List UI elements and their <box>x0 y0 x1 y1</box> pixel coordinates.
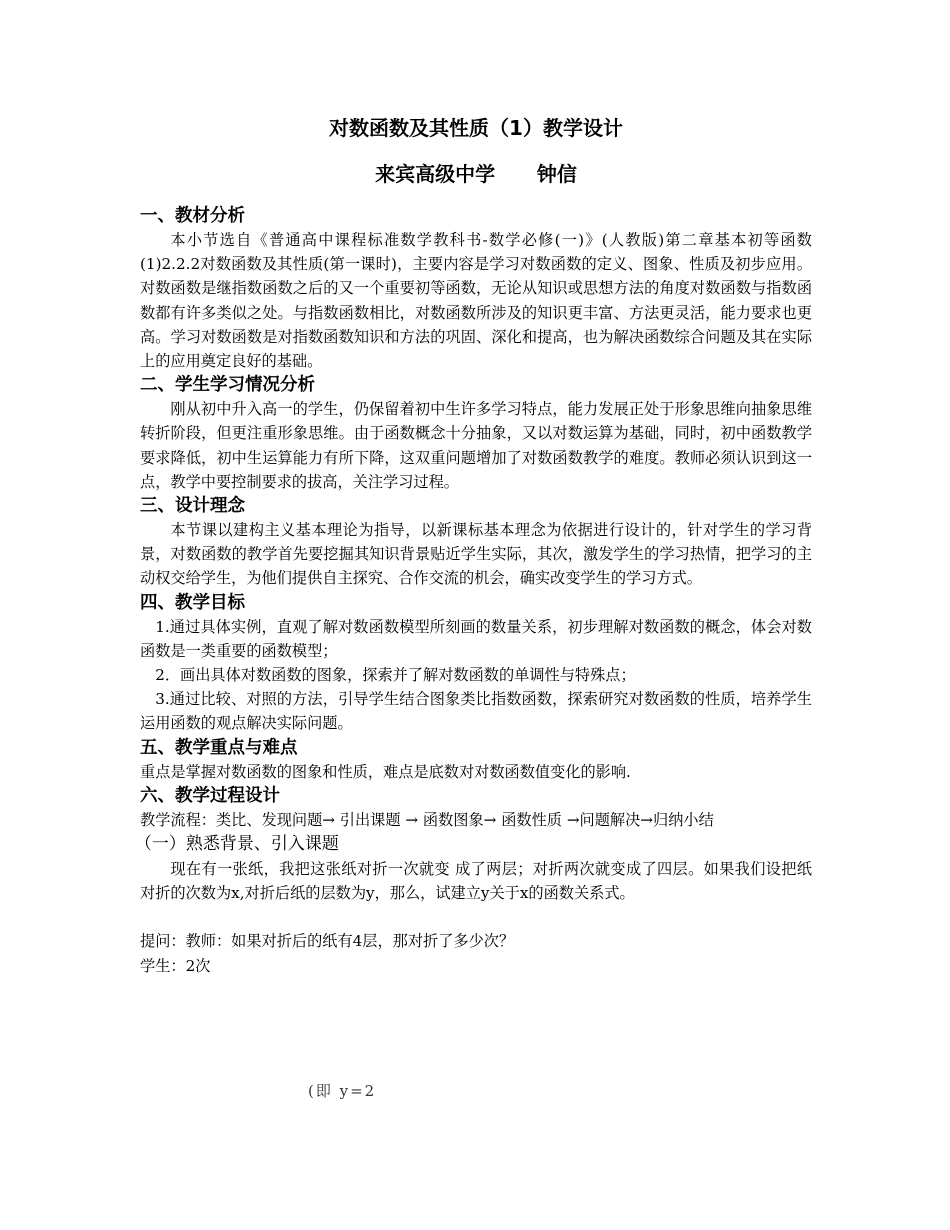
author-line: 来宾高级中学 钟信 <box>375 162 577 186</box>
subsection-heading: （一）熟悉背景、引入课题 <box>134 834 339 855</box>
paragraph: 本小节选自《普通高中课程标准数学教科书-数学必修(一)》(人教版)第二章基本初等函数(1)2.2.2对数函数及其性质(第一课时)，主要内容是学习对数函数的定义、图象、性质及初步应用。对数函数是继指数函数之后的又一个重要初等函数，无论从知识或思想方法的角度对数函数与指数函数都有许多类似之处。与指数函数相比，对数函数所涉及的知识更丰富、方法更灵活，能力要求也更高。学习对数函数是对指数函数知识和方法的巩固、深化和提高，也为解决函数综合问题及其在实际上的应用奠定良好的基础。 <box>140 231 812 371</box>
question-line: 提问：教师：如果对折后的纸有4层，那对折了多少次？ <box>140 932 515 951</box>
section-heading: 四、教学目标 <box>140 592 245 613</box>
document-title: 对数函数及其性质（1）教学设计 <box>329 116 623 140</box>
section-heading: 二、学生学习情况分析 <box>140 375 315 396</box>
section-heading: 六、教学过程设计 <box>140 785 280 806</box>
paragraph: 重点是掌握对数函数的图象和性质，难点是底数对对数函数值变化的影响. <box>140 762 631 781</box>
goal-item: 1.通过具体实例，直观了解对数函数模型所刻画的数量关系，初步理解对数函数的概念，体会对数函数是一类重要的函数模型； <box>140 617 812 660</box>
paragraph: 刚从初中升入高一的学生，仍保留着初中生许多学习特点，能力发展正处于形象思维向抽象思维转折阶段，但更注重形象思维。由于函数概念十分抽象，又以对数运算为基础，同时，初中函数教学要求降低，初中生运算能力有所下降，这双重问题增加了对数函数教学的难度。教师必须认识到这一点，教学中要控制要求的拔高，关注学习过程。 <box>140 400 812 491</box>
teaching-flow: 教学流程：类比、发现问题→ 引出课题 → 函数图象→ 函数性质 →问题解决→归纳小结 <box>140 810 714 829</box>
paragraph: 现在有一张纸，我把这张纸对折一次就变 成了两层；对折两次就变成了四层。如果我们设把纸对折的次数为x,对折后纸的层数为y，那么，试建立y关于x的函数关系式。 <box>140 860 812 903</box>
document-page <box>134 110 812 978</box>
answer-line: 学生：2次 <box>140 956 211 975</box>
overlapping-formula-text: (即 y=2 <box>308 1082 377 1100</box>
section-heading: 三、设计理念 <box>140 496 245 517</box>
paragraph: 本节课以建构主义基本理论为指导，以新课标基本理念为依据进行设计的，针对学生的学习背景，对数函数的教学首先要挖掘其知识背景贴近学生实际，其次，激发学生的学习热情，把学习的主动权交给学生，为他们提供自主探究、合作交流的机会，确实改变学生的学习方式。 <box>140 521 812 588</box>
goal-item: 2．画出具体对数函数的图象，探索并了解对数函数的单调性与特殊点； <box>155 666 636 685</box>
section-heading: 一、教材分析 <box>140 206 245 226</box>
goal-item: 3.通过比较、对照的方法，引导学生结合图象类比指数函数，探索研究对数函数的性质，培养学生运用函数的观点解决实际问题。 <box>140 690 812 733</box>
section-heading: 五、教学重点与难点 <box>140 737 298 758</box>
blank-line <box>140 905 812 929</box>
